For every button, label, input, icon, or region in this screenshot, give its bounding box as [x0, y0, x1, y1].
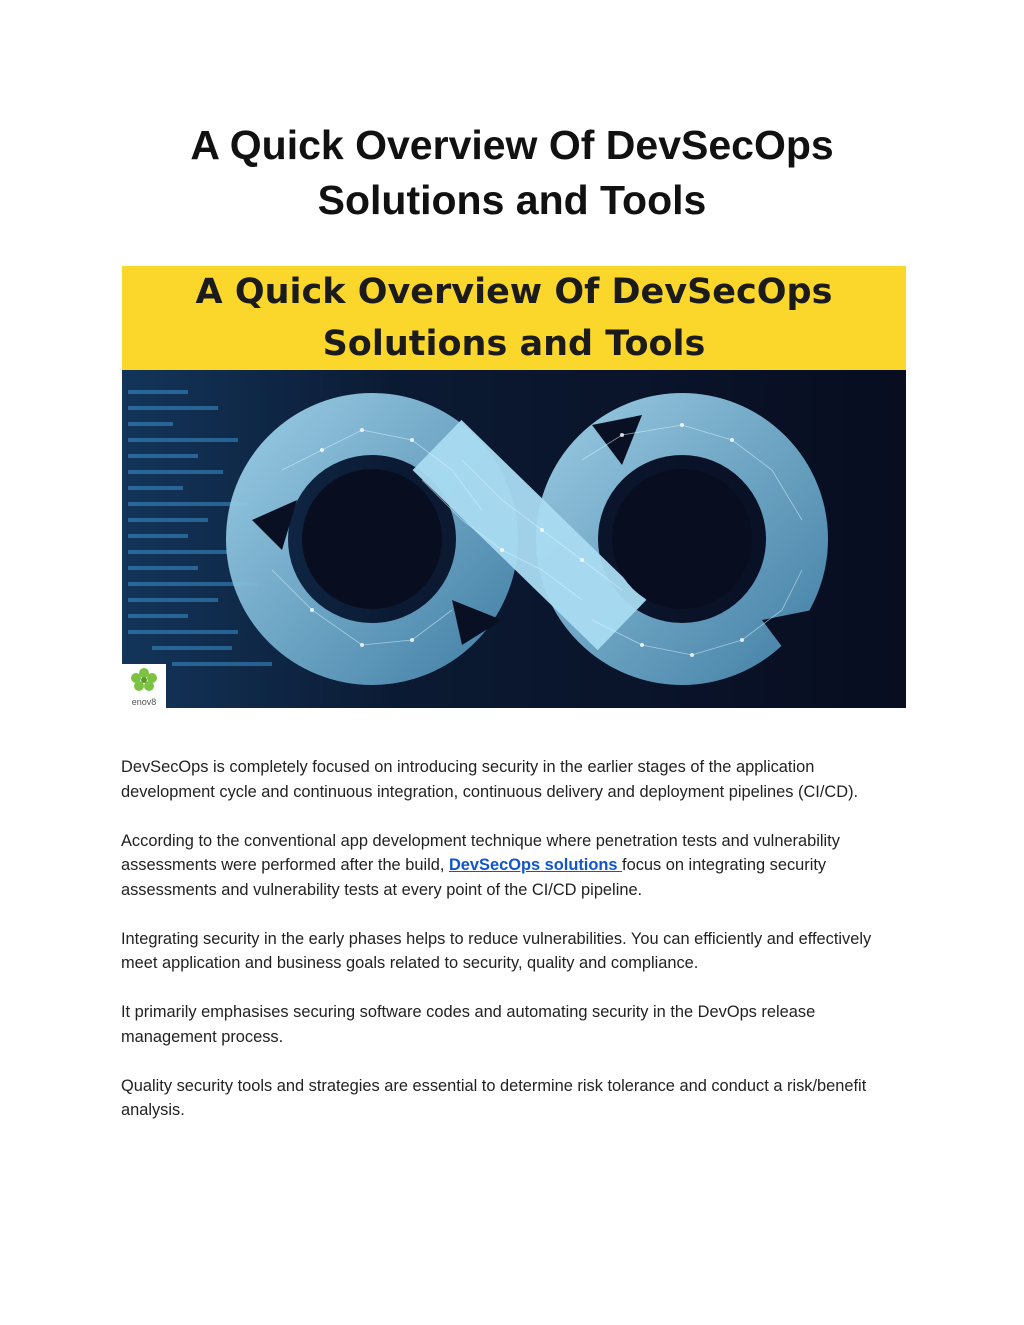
page-title — [0, 118, 1024, 228]
logo-wordmark: enov8 — [131, 697, 157, 707]
page-title-line-2: Solutions and Tools — [317, 177, 707, 223]
paragraph-2-before: According to the conventional app development technique where penetration tests and vulnerability assessments were performed after the build, — [121, 831, 840, 874]
infinity-illustration — [122, 370, 906, 708]
banner-title-line-1: A Quick Overview Of DevSecOps — [195, 272, 833, 312]
banner-title — [122, 266, 906, 370]
paragraph-5: Quality security tools and strategies are essential to determine risk tolerance and conduct a risk/benefit analysis. — [121, 1076, 867, 1119]
infinity-graphic — [122, 370, 906, 708]
article-body — [121, 755, 911, 1147]
paragraph-3: Integrating security in the early phases helps to reduce vulnerabilities. You can efficiently and effectively meet application and business goals related to security, quality and compliance. — [121, 929, 872, 972]
page-title-line-1: A Quick Overview Of DevSecOps — [190, 122, 834, 168]
hero-banner-image — [122, 266, 906, 708]
paragraph-2 — [121, 829, 911, 903]
paragraph-4: It primarily emphasises securing software codes and automating security in the DevOps release management process. — [121, 1003, 816, 1046]
banner-title-band — [122, 266, 906, 370]
devsecops-solutions-link[interactable]: DevSecOps solutions — [448, 856, 623, 874]
paragraph-2-after: focus on integrating security assessments and vulnerability tests at every point of the CI/CD pipeline. — [121, 856, 827, 899]
flower-icon — [122, 664, 166, 698]
banner-title-line-2: Solutions and Tools — [322, 324, 706, 364]
paragraph-1: DevSecOps is completely focused on introducing security in the earlier stages of the application development cycle and continuous integration, continuous delivery and deployment pipelines (CI/CD). — [121, 758, 859, 801]
enov8-logo — [122, 664, 166, 708]
